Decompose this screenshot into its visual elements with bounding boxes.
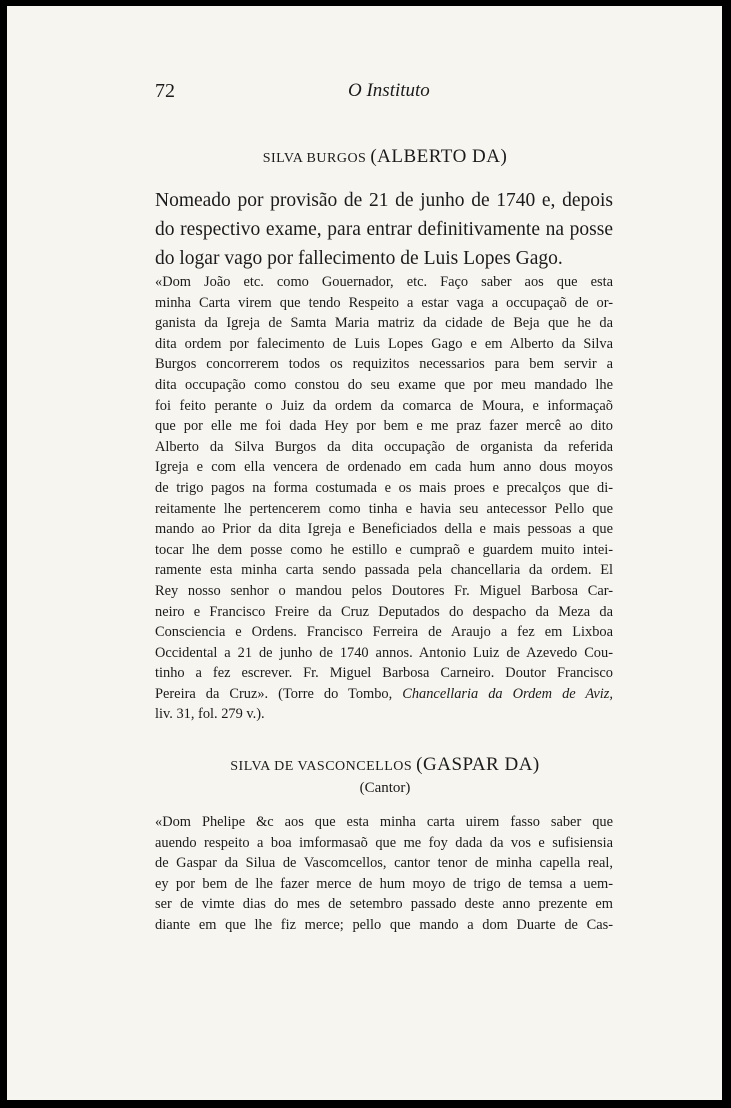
body-line: «Dom Phelipe &c aos que esta minha carta uirem fasso saber que <box>155 814 613 830</box>
lead-line: do respectivo exame, para entrar definitivamente na posse <box>155 219 613 240</box>
body-line: ramente esta minha carta sendo passada pela chancellaria da ordem. El <box>155 562 613 579</box>
body-line: Occidental a 21 de junho de 1740 annos. Antonio Luiz de Azevedo Cou- <box>155 644 613 661</box>
body-line: ey por bem de lhe fazer merce de hum moyo de trigo de temsa a uem- <box>155 875 613 892</box>
body-line: de Gaspar da Silua de Vascomcellos, cantor tenor de minha capella real, <box>155 855 613 872</box>
body-line: Consciencia e Ordens. Francisco Ferreira de Araujo a fez em Lixboa <box>155 624 613 641</box>
section1-heading <box>155 146 615 168</box>
lead-line: do logar vago por fallecimento de Luis Lopes Gago. <box>155 248 563 269</box>
section1-body <box>155 272 613 725</box>
body-line: diante em que lhe fiz merce; pello que mando a dom Duarte de Cas- <box>155 916 613 933</box>
body-line: Burgos concorrerem todos os requizitos necessarios para bem servir a <box>155 356 613 373</box>
body-line: foi feito perante o Juiz da ordem da comarca de Moura, e informaçaõ <box>155 397 613 414</box>
body-line: tinho a fez escrever. Fr. Miguel Barbosa Carneiro. Doutor Francisco <box>155 665 613 682</box>
section1-heading-paren: (ALBERTO DA) <box>370 146 508 167</box>
section2-subheading: (Cantor) <box>359 780 411 796</box>
citation-pre: Pereira da Cruz». (Torre do Tombo, <box>155 685 403 702</box>
body-line: «Dom João etc. como Gouernador, etc. Faço saber aos que esta <box>155 274 613 290</box>
body-line: tocar lhe dem posse como he estillo e cumpraõ e guardem muito intei- <box>155 541 613 558</box>
citation-italic: Chancellaria da Ordem de Aviz, <box>402 685 613 702</box>
body-line: mando ao Prior da dita Igreja e Beneficiados della e mais pessoas a que <box>155 521 613 538</box>
section1-lead <box>155 186 613 273</box>
body-line: neiro e Francisco Freire da Cruz Deputados do despacho da Meza da <box>155 603 613 620</box>
section2-heading-name: SILVA DE VASCONCELLOS <box>230 759 413 774</box>
body-line: Alberto da Silva Burgos da dita occupação de organista da referida <box>155 438 613 455</box>
section2-heading <box>155 754 615 776</box>
section1-heading-name: SILVA BURGOS <box>262 151 367 166</box>
journal-title: O Instituto <box>348 80 430 101</box>
body-line: que por elle me foi dada Hey por bem e me praz fazer mercê ao dito <box>155 418 613 435</box>
body-line: Rey nosso senhor o mandou pelos Doutores Fr. Miguel Barbosa Car- <box>155 582 613 599</box>
body-line: ganista da Igreja de Samta Maria matriz da cidade de Beja que he da <box>155 315 613 332</box>
section2-body <box>155 812 613 936</box>
page-number: 72 <box>155 80 175 102</box>
body-line: Igreja e com ella vencera de ordenado em cada hum anno dous moyos <box>155 459 613 476</box>
body-line: de trigo pagos na forma costumada e os mais proes e precalços que di- <box>155 479 613 496</box>
body-line: reitamente lhe pertencerem como tinha e havia seu antecessor Pello que <box>155 500 613 517</box>
citation-line <box>155 684 613 705</box>
body-line: minha Carta virem que tendo Respeito a estar vaga a occupaçaõ de or- <box>155 294 613 311</box>
lead-line: Nomeado por provisão de 21 de junho de 1740 e, depois <box>155 190 613 211</box>
body-line: ser de vimte dias do mes de setembro passado deste anno prezente em <box>155 896 613 913</box>
citation-post: liv. 31, fol. 279 v.). <box>155 706 265 723</box>
running-header <box>155 80 595 110</box>
page <box>7 6 722 1100</box>
section2-heading-paren: (GASPAR DA) <box>416 754 540 775</box>
body-line: auendo respeito a boa imformasaõ que me foy dada da vos e sufisiensia <box>155 834 613 851</box>
body-line: dita occupação como constou do seu exame que por meu mandado lhe <box>155 376 613 393</box>
body-line: dita ordem por falecimento de Luis Lopes Gago e em Alberto da Silva <box>155 335 613 352</box>
